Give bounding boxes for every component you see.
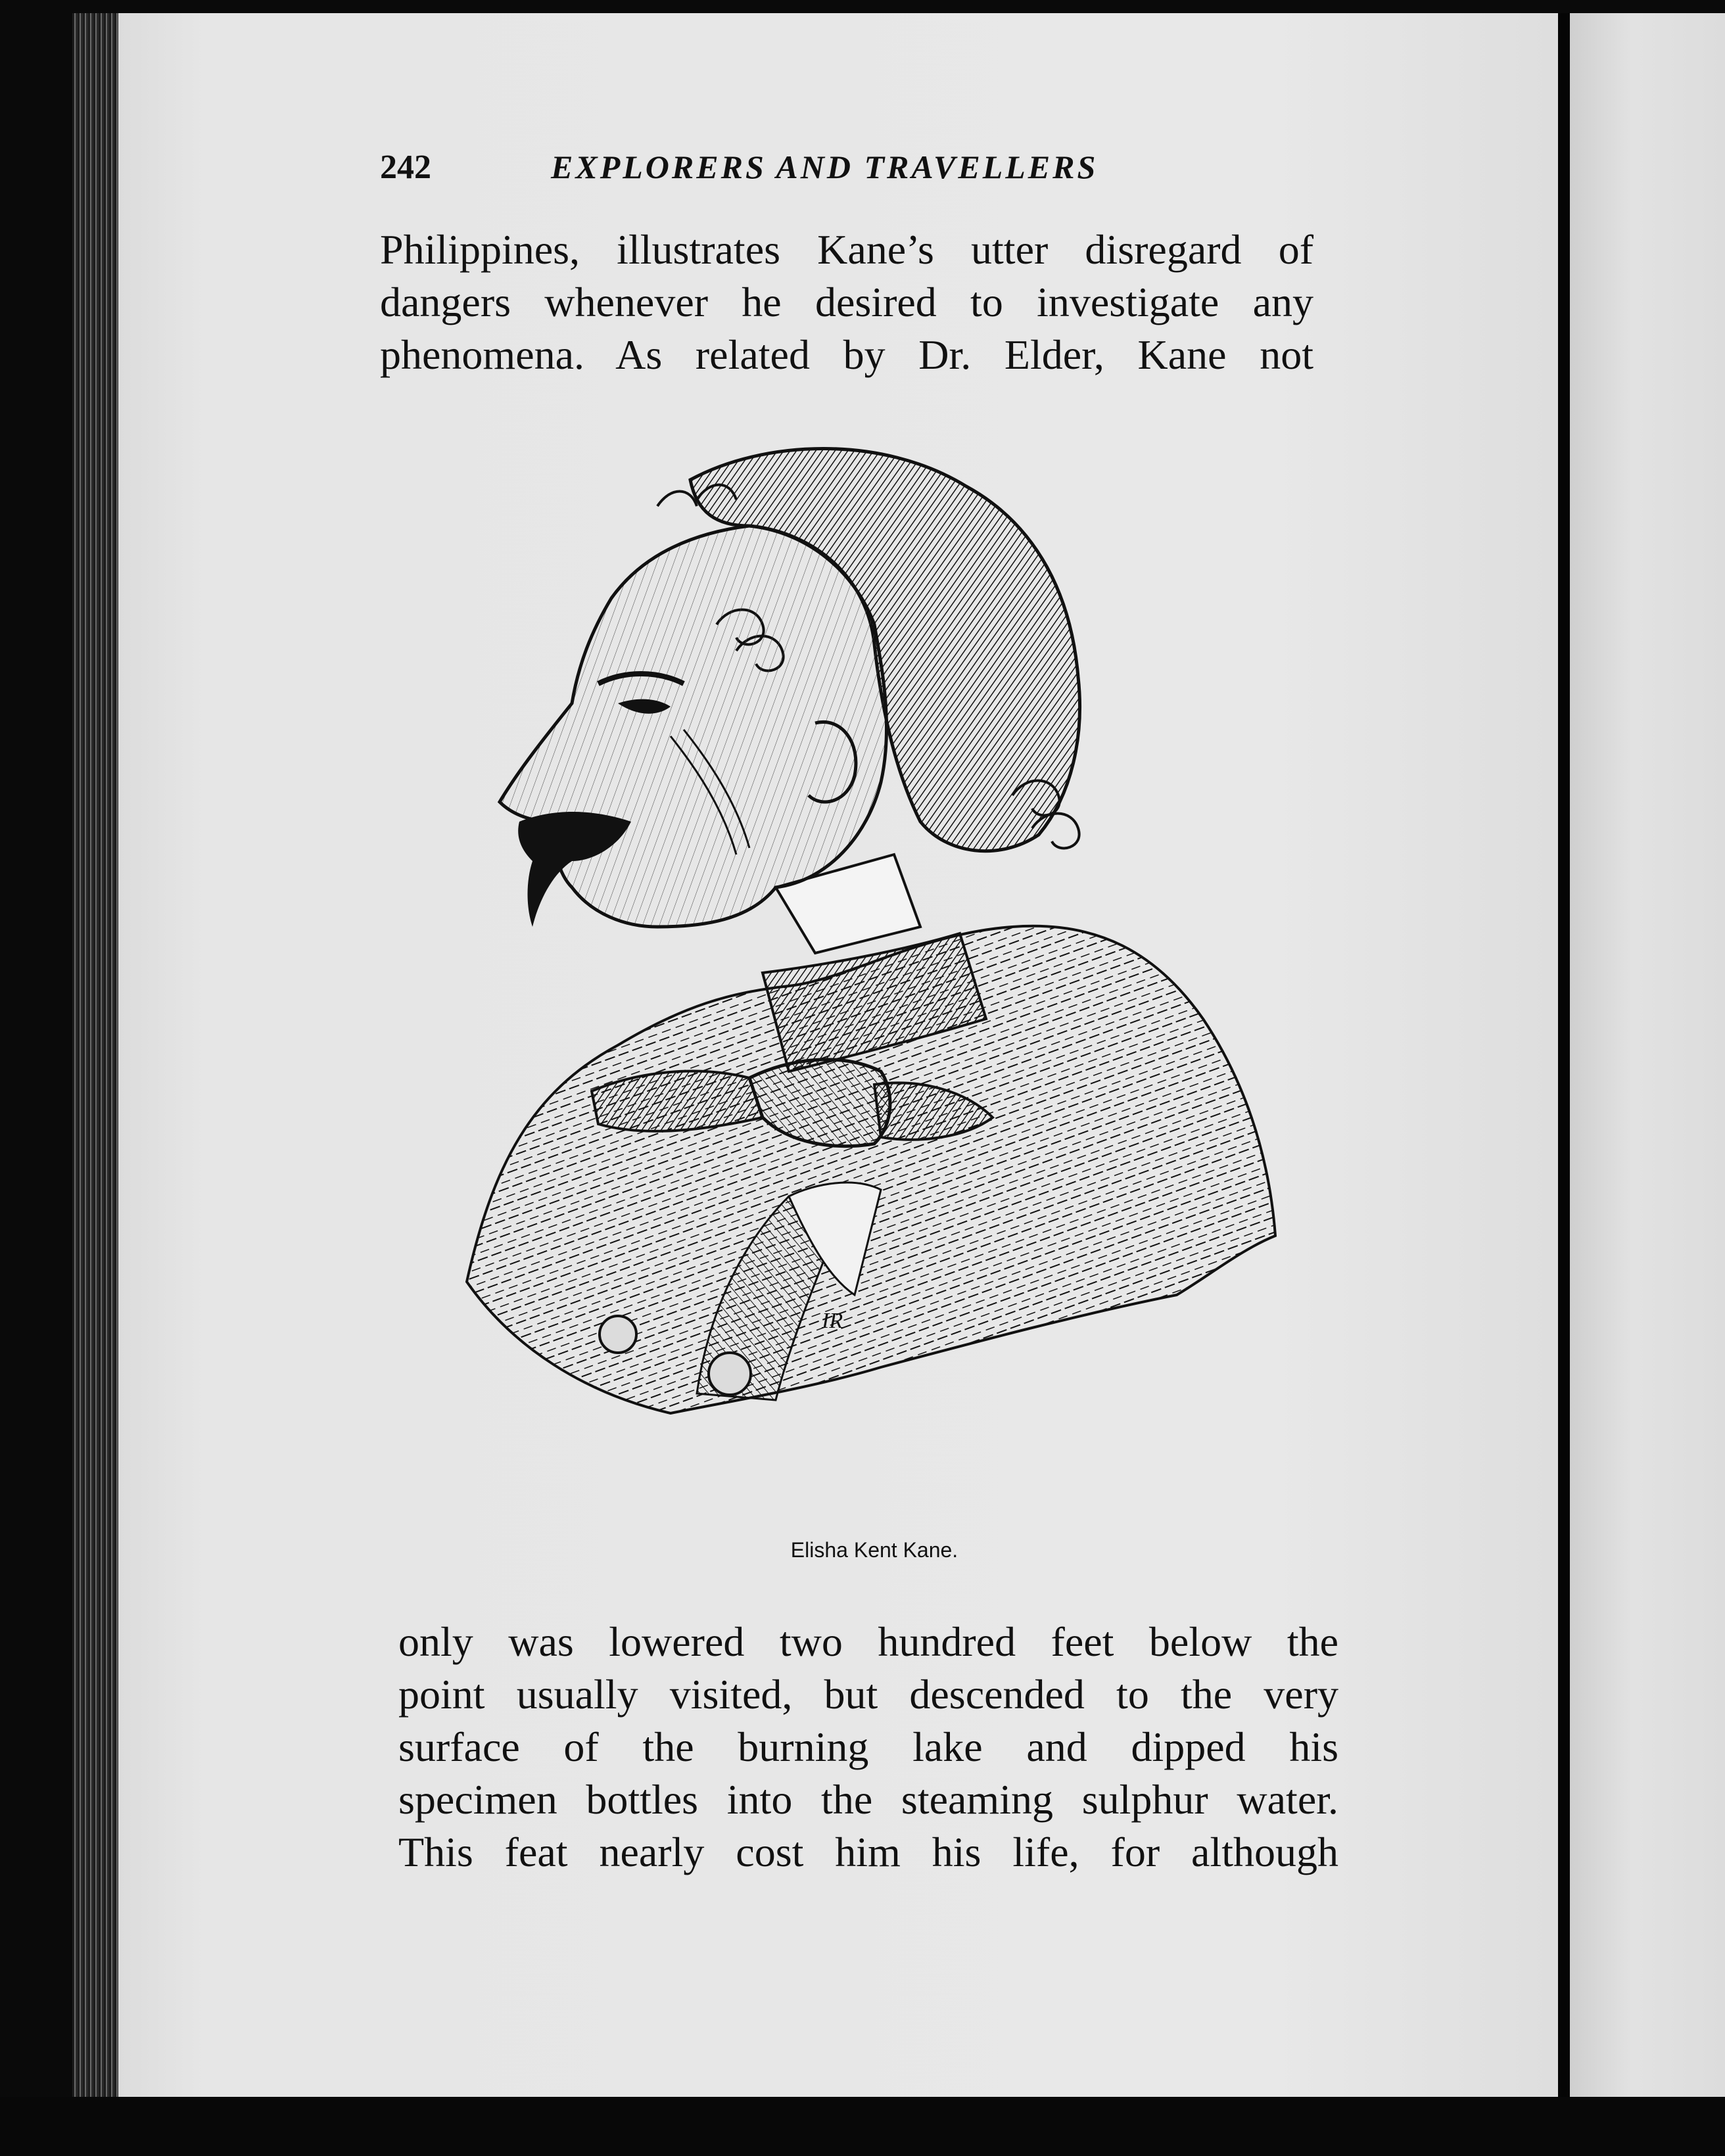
facing-page-edge	[1570, 13, 1725, 2097]
figure-caption: Elisha Kent Kane.	[790, 1538, 958, 1562]
page-number: 242	[380, 149, 431, 186]
text-line: only was lowered two hundred feet below the	[398, 1618, 1338, 1665]
scan-bottom-border	[0, 2097, 1725, 2156]
book-page-edges	[72, 13, 118, 2097]
paragraph-bottom	[398, 1616, 1338, 1885]
running-head	[380, 148, 1235, 194]
text-line: Philippines, illustrates Kane’s utter disregard of	[380, 226, 1313, 273]
text-line: surface of the burning lake and dipped his	[398, 1723, 1338, 1770]
book-gutter	[1558, 13, 1570, 2097]
text-line: point usually visited, but descended to the very	[398, 1671, 1338, 1718]
paragraph-top	[380, 223, 1313, 388]
running-title: EXPLORERS AND TRAVELLERS	[551, 149, 1099, 185]
text-line: This feat nearly cost him his life, for although	[398, 1829, 1338, 1875]
artist-monogram: IR	[822, 1309, 843, 1333]
portrait-illustration	[421, 427, 1308, 1512]
text-line: dangers whenever he desired to investigate any	[380, 279, 1313, 325]
text-line: specimen bottles into the steaming sulphur water.	[398, 1776, 1338, 1823]
text-line: phenomena. As related by Dr. Elder, Kane not	[380, 331, 1313, 378]
